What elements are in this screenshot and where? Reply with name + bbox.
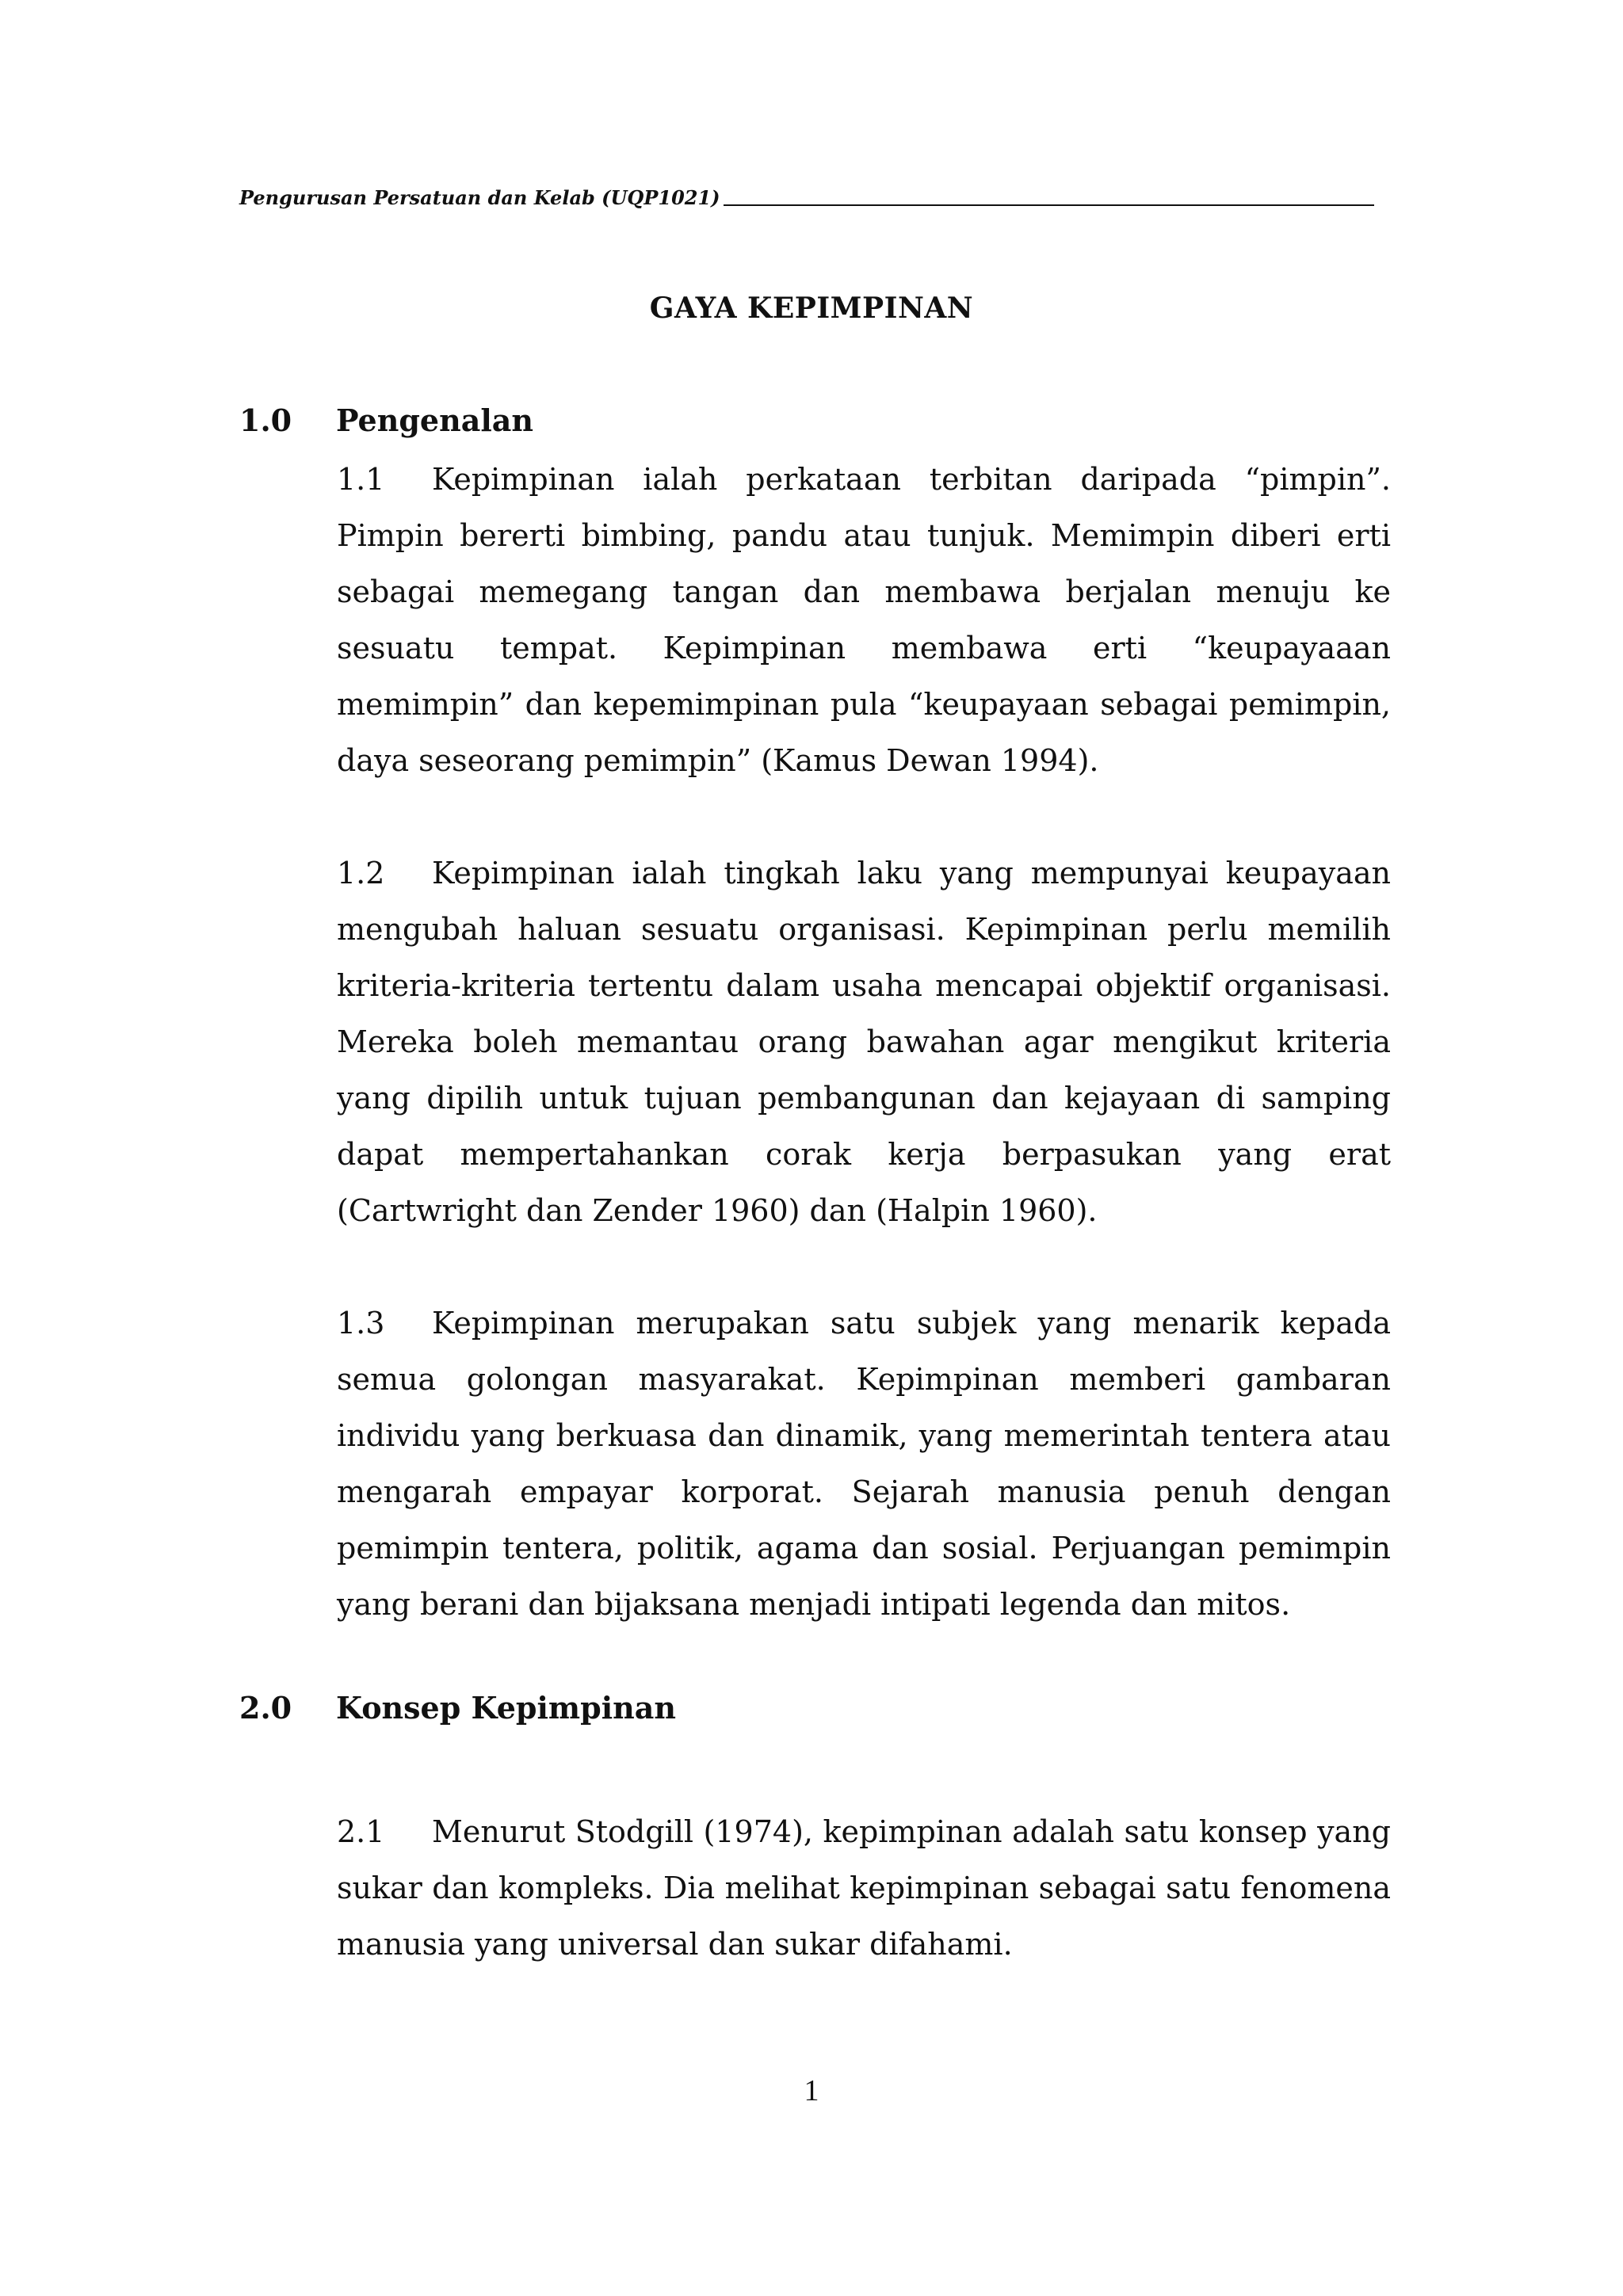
paragraph-1-1 (337, 452, 1391, 789)
section-number: 1.0 (239, 402, 292, 438)
running-header-title: Pengurusan Persatuan dan Kelab (UQP1021) (239, 186, 720, 209)
paragraph-1-3 (337, 1295, 1391, 1633)
paragraph-text: Kepimpinan ialah perkataan terbitan daripada “pimpin”. Pimpin bererti bimbing, pandu atau tunjuk. Memimpin diberi erti sebagai memegang tangan dan membawa berjalan menuju ke sesuatu tempat. Kepimpinan membawa erti “keupayaaan memimpin” dan kepemimpinan pula “keupayaan sebagai pemimpin, daya seseorang pemimpin” (Kamus Dewan 1994). (337, 462, 1391, 778)
paragraph-text: Kepimpinan merupakan satu subjek yang menarik kepada semua golongan masyarakat. Kepimpinan memberi gambaran individu yang berkuasa dan dinamik, yang memerintah tentera atau mengarah empayar korporat. Sejarah manusia penuh dengan pemimpin tentera, politik, agama dan sosial. Perjuangan pemimpin yang berani dan bijaksana menjadi intipati legenda dan mitos. (337, 1306, 1391, 1622)
paragraph-number: 1.3 (337, 1306, 385, 1341)
paragraph-text: Menurut Stodgill (1974), kepimpinan adalah satu konsep yang sukar dan kompleks. Dia melihat kepimpinan sebagai satu fenomena manusia yang universal dan sukar difahami. (337, 1814, 1391, 1962)
paragraph-1-2 (337, 845, 1391, 1239)
paragraph-number: 2.1 (337, 1814, 385, 1849)
section-heading-konsep-kepimpinan (239, 1690, 676, 1726)
paragraph-number: 1.2 (337, 856, 385, 891)
running-header (239, 186, 1374, 209)
document-title: GAYA KEPIMPINAN (649, 292, 974, 325)
paragraph-2-1 (337, 1804, 1391, 1973)
section-number: 2.0 (239, 1690, 292, 1726)
paragraph-text: Kepimpinan ialah tingkah laku yang mempunyai keupayaan mengubah haluan sesuatu organisasi. Kepimpinan perlu memilih kriteria-kriteria tertentu dalam usaha mencapai objektif organisasi. Mereka boleh memantau orang bawahan agar mengikut kriteria yang dipilih untuk tujuan pembangunan dan kejayaan di samping dapat mempertahankan corak kerja berpasukan yang erat (Cartwright dan Zender 1960) dan (Halpin 1960). (337, 856, 1391, 1228)
paragraph-number: 1.1 (337, 462, 385, 497)
section-heading-pengenalan (239, 402, 533, 438)
section-title: Pengenalan (336, 402, 534, 438)
page-number: 1 (804, 2074, 819, 2107)
section-title: Konsep Kepimpinan (336, 1690, 677, 1726)
header-rule (724, 204, 1374, 206)
